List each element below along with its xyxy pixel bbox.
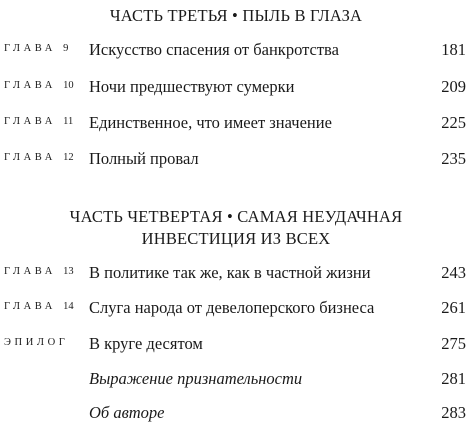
entry-page-number: 225	[441, 113, 466, 132]
part-heading	[0, 5, 472, 27]
toc-entry[interactable]	[0, 76, 466, 100]
part-heading-line: ЧАСТЬ ТРЕТЬЯ • ПЫЛЬ В ГЛАЗА	[109, 6, 363, 25]
entry-title: Единственное, что имеет значение	[89, 113, 332, 132]
toc-entry[interactable]	[0, 297, 466, 321]
entry-label: ГЛАВА 11	[4, 116, 74, 127]
entry-title: Слуга народа от девелоперского бизнеса	[89, 298, 375, 317]
entry-label: ГЛАВА 10	[4, 80, 74, 91]
entry-title: Выражение признательности	[89, 369, 303, 388]
toc-entry[interactable]	[0, 39, 466, 63]
entry-page-number: 243	[441, 263, 466, 282]
toc-entry[interactable]	[0, 333, 466, 357]
entry-label: ГЛАВА 14	[4, 301, 74, 312]
entry-page-number: 281	[441, 369, 466, 388]
entry-page-number: 235	[441, 149, 466, 168]
entry-label: ГЛАВА 13	[4, 266, 74, 277]
entry-page-number: 209	[441, 77, 466, 96]
toc-entry[interactable]	[0, 368, 466, 392]
entry-title: Ночи предшествуют сумерки	[89, 77, 295, 96]
entry-page-number: 181	[441, 40, 466, 59]
entry-label: ЭПИЛОГ	[4, 337, 69, 348]
toc-entry[interactable]	[0, 402, 466, 426]
entry-title: Искусство спасения от банкротства	[89, 40, 339, 59]
entry-page-number: 283	[441, 403, 466, 422]
toc-entry[interactable]	[0, 148, 466, 172]
toc-entry[interactable]	[0, 112, 466, 136]
entry-title: В политике так же, как в частной жизни	[89, 263, 371, 282]
entry-page-number: 275	[441, 334, 466, 353]
entry-page-number: 261	[441, 298, 466, 317]
part-heading-line: ЧАСТЬ ЧЕТВЕРТАЯ • САМАЯ НЕУДАЧНАЯ	[69, 207, 403, 226]
entry-title: В круге десятом	[89, 334, 203, 353]
part-heading	[0, 206, 472, 250]
entry-title: Об авторе	[89, 403, 165, 422]
entry-title: Полный провал	[89, 149, 199, 168]
part-heading-line: ИНВЕСТИЦИЯ ИЗ ВСЕХ	[141, 229, 331, 248]
toc-entry[interactable]	[0, 262, 466, 286]
entry-label: ГЛАВА 9	[4, 43, 69, 54]
entry-label: ГЛАВА 12	[4, 152, 74, 163]
